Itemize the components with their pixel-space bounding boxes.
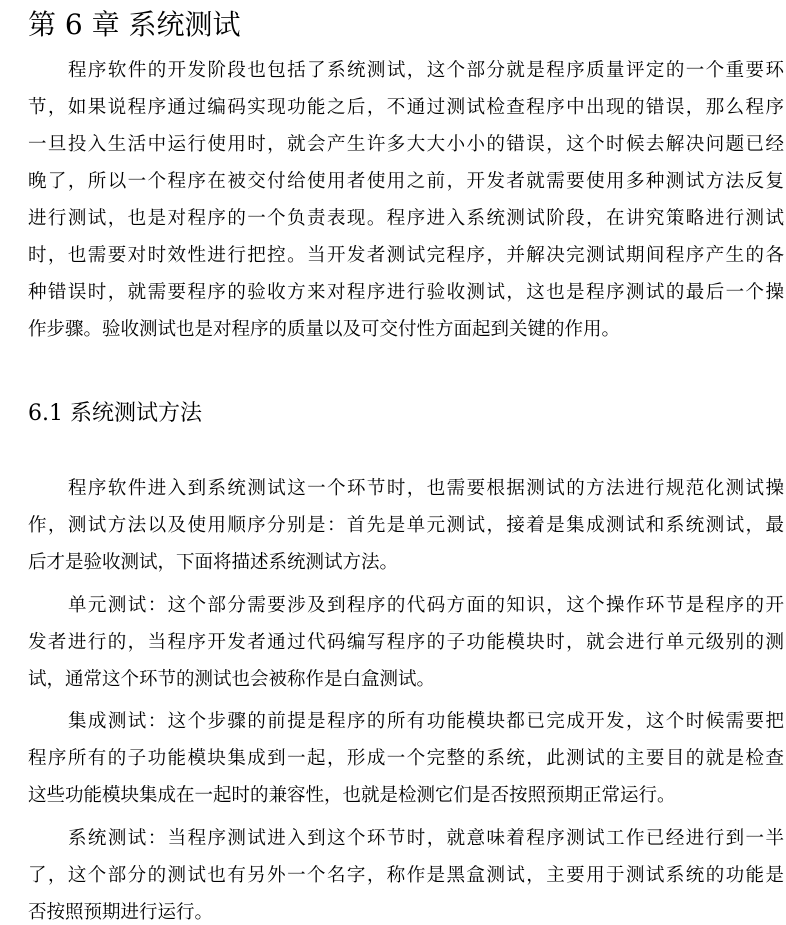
intro-line-4: 晚了，所以一个程序在被交付给使用者使用之前，开发者就需要使用多种测试方法反复 [28,171,784,192]
overview-line-2: 作，测试方法以及使用顺序分别是：首先是单元测试，接着是集成测试和系统测试，最 [28,515,784,536]
intro-line-3: 一旦投入生活中运行使用时，就会产生许多大大小小的错误，这个时候去解决问题已经 [28,134,784,155]
intro-line-6: 时，也需要对时效性进行把控。当开发者测试完程序，并解决完测试期间程序产生的各 [28,245,784,266]
intro-line-5: 进行测试，也是对程序的一个负责表现。程序进入系统测试阶段，在讲究策略进行测试 [28,208,784,229]
unit-test-line-2: 发者进行的，当程序开发者通过代码编写程序的子功能模块时，就会进行单元级别的测 [28,632,784,653]
intro-line-7: 种错误时，就需要程序的验收方来对程序进行验收测试，这也是程序测试的最后一个操 [28,282,784,303]
intro-line-1: 程序软件的开发阶段也包括了系统测试，这个部分就是程序质量评定的一个重要环 [68,60,784,81]
integration-test-line-2: 程序所有的子功能模块集成到一起，形成一个完整的系统，此测试的主要目的就是检查 [28,748,784,769]
system-test-paragraph [28,820,784,925]
intro-line-8: 作步骤。验收测试也是对程序的质量以及可交付性方面起到关键的作用。 [28,319,621,340]
system-test-line-1: 系统测试：当程序测试进入到这个环节时，就意味着程序测试工作已经进行到一半 [68,828,784,849]
unit-test-line-3: 试，通常这个环节的测试也会被称作是白盒测试。 [28,669,436,690]
method-overview-paragraph [28,470,784,581]
system-test-line-3: 否按照预期进行运行。 [28,902,214,923]
unit-test-paragraph [28,587,784,698]
system-test-line-2: 了，这个部分的测试也有另外一个名字，称作是黑盒测试，主要用于测试系统的功能是 [28,865,784,886]
intro-line-2: 节，如果说程序通过编码实现功能之后，不通过测试检查程序中出现的错误，那么程序 [28,97,784,118]
chapter-title: 第 6 章 系统测试 [28,8,241,41]
integration-test-paragraph [28,703,784,814]
overview-line-3: 后才是验收测试，下面将描述系统测试方法。 [28,552,399,573]
integration-test-line-3: 这些功能模块集成在一起时的兼容性，也就是检测它们是否按照预期正常运行。 [28,785,676,806]
integration-test-line-1: 集成测试：这个步骤的前提是程序的所有功能模块都已完成开发，这个时候需要把 [68,711,784,732]
unit-test-line-1: 单元测试：这个部分需要涉及到程序的代码方面的知识，这个操作环节是程序的开 [68,595,784,616]
intro-paragraph [28,52,784,348]
section-title: 6.1 系统测试方法 [28,401,202,426]
overview-line-1: 程序软件进入到系统测试这一个环节时，也需要根据测试的方法进行规范化测试操 [68,478,784,499]
